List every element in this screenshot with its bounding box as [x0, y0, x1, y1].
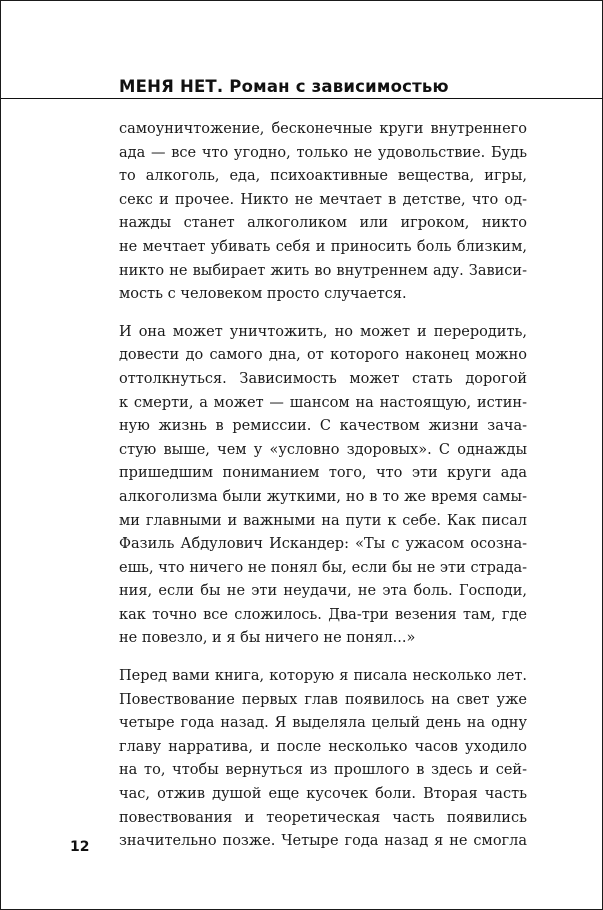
text-line: Фазиль Абдулович Искандер: «Ты с ужасом осозна- [119, 536, 527, 553]
text-line: ния, если бы не эти неудачи, не эта боль. Господи, [119, 583, 527, 600]
header-rule [1, 98, 603, 99]
running-title: МЕНЯ НЕТ. Роман с зависимостью [119, 77, 449, 96]
text-line: главу нарратива, и после несколько часов уходило [119, 738, 527, 755]
text-line: ешь, что ничего не понял бы, если бы не эти страда- [119, 559, 527, 576]
paragraph-3 [119, 665, 527, 854]
text-line: никто не выбирает жить во внутреннем аду. Зависи- [119, 262, 527, 279]
text-line: алкоголизма были жуткими, но в то же время самы- [119, 488, 527, 505]
text-line: час, отжив душой еще кусочек боли. Вторая часть [119, 786, 527, 803]
text-line: к смерти, а может — шансом на настоящую, истин- [119, 394, 527, 411]
text-line: нажды станет алкоголиком или игроком, никто [119, 215, 527, 232]
text-line: то алкоголь, еда, психоактивные вещества, игры, [119, 168, 527, 185]
text-line: ада — все что угодно, только не удовольствие. Будь [119, 144, 527, 161]
text-line: И она может уничтожить, но может и переродить, [119, 323, 527, 340]
text-line: Повествование первых глав появилось на свет уже [119, 691, 527, 708]
text-line: на то, чтобы вернуться из прошлого в здесь и сей- [119, 762, 527, 779]
text-line: самоуничтожение, бесконечные круги внутреннего [119, 121, 527, 137]
paragraph-1 [119, 118, 527, 307]
text-line: довести до самого дна, от которого наконец можно [119, 347, 527, 364]
text-line: секс и прочее. Никто не мечтает в детстве, что од- [119, 191, 527, 208]
page-number: 12 [70, 839, 90, 855]
text-line: не мечтает убивать себя и приносить боль близким, [119, 238, 527, 255]
text-line: мость с человеком просто случается. [119, 286, 407, 303]
text-line: повествования и теоретическая часть появились [119, 809, 527, 826]
text-line: ми главными и важными на пути к себе. Как писал [119, 512, 527, 529]
text-line: оттолкнуться. Зависимость может стать дорогой [119, 370, 527, 387]
text-line: четыре года назад. Я выделяла целый день на одну [119, 715, 527, 732]
text-line: как точно все сложилось. Два-три везения там, где [119, 606, 527, 623]
paragraph-2 [119, 321, 527, 651]
text-line: ную жизнь в ремиссии. С качеством жизни зача- [119, 418, 527, 435]
text-line: стую выше, чем у «условно здоровых». С однажды [119, 441, 527, 458]
body-text [119, 118, 527, 868]
text-line: пришедшим пониманием того, что эти круги ада [119, 465, 527, 482]
text-line: Перед вами книга, которую я писала несколько лет. [119, 668, 527, 685]
text-line: значительно позже. Четыре года назад я не смогла [119, 833, 527, 850]
text-line: не повезло, и я бы ничего не понял...» [119, 630, 416, 647]
